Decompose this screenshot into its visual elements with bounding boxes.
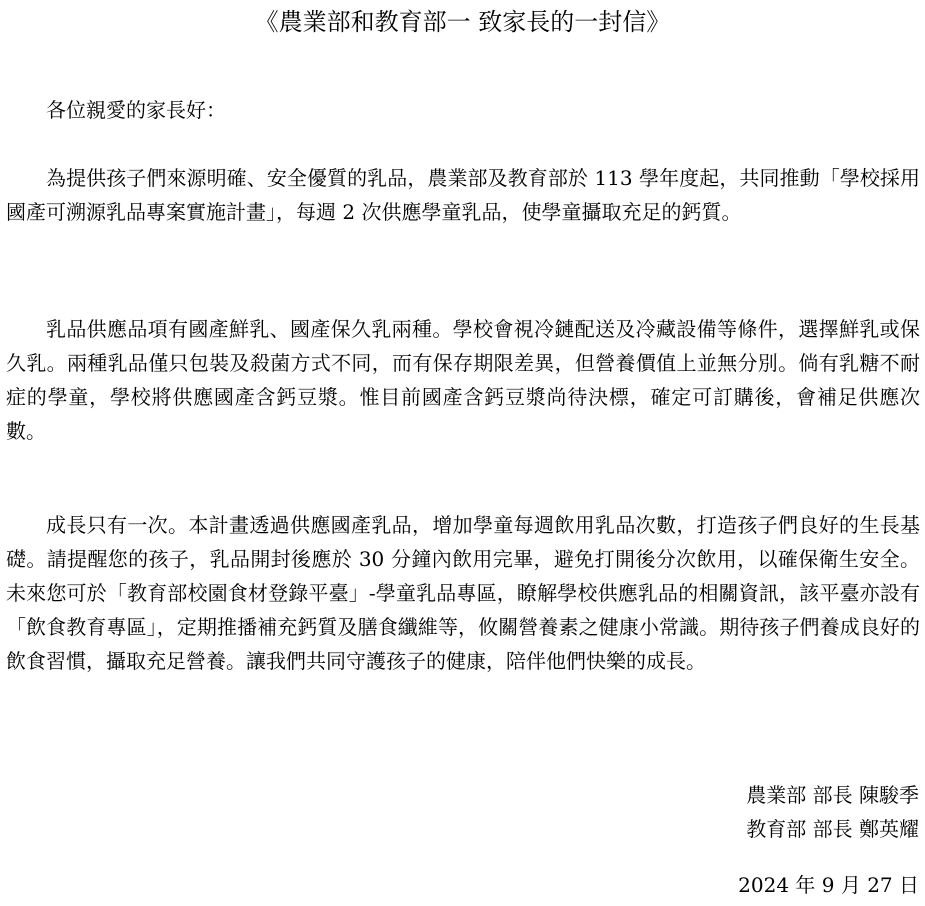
- signature-agriculture-minister: 農業部 部長 陳駿季: [746, 783, 919, 807]
- letter-title: 《農業部和教育部一 致家長的一封信》: [254, 8, 671, 36]
- letter-date: 2024 年 9 月 27 日: [738, 873, 919, 897]
- signature-education-minister: 教育部 部長 鄭英耀: [746, 817, 919, 841]
- letter-paragraph-1: 為提供孩子們來源明確、安全優質的乳品，農業部及教育部於 113 學年度起，共同推動「學校採用國產可溯源乳品專案實施計畫」，每週 2 次供應學童乳品，使學童攝取充足的鈣質。: [6, 166, 920, 224]
- signature-block: [746, 778, 919, 846]
- letter-paragraph-3: 成長只有一次。本計畫透過供應國產乳品，增加學童每週飲用乳品次數，打造孩子們良好的生長基礎。請提醒您的孩子，乳品開封後應於 30 分鐘內飲用完畢，避免打開後分次飲用，以確保衛生安全。未來您可於「教育部校園食材登錄平臺」-學童乳品專區，瞭解學校供應乳品的相關資訊，該平臺亦設有「飲食教育專區」，定期推播補充鈣質及膳食纖維等，攸關營養素之健康小常識。期待孩子們養成良好的飲食習慣，攝取充足營養。讓我們共同守護孩子的健康，陪伴他們快樂的成長。: [6, 513, 920, 673]
- letter-greeting: 各位親愛的家長好：: [46, 98, 226, 122]
- letter-paragraph-2: 乳品供應品項有國產鮮乳、國產保久乳兩種。學校會視冷鏈配送及冷藏設備等條件，選擇鮮乳或保久乳。兩種乳品僅只包裝及殺菌方式不同，而有保存期限差異，但營養價值上並無分別。倘有乳糖不耐症的學童，學校將供應國產含鈣豆漿。惟目前國產含鈣豆漿尚待決標，確定可訂購後，會補足供應次數。: [6, 317, 920, 443]
